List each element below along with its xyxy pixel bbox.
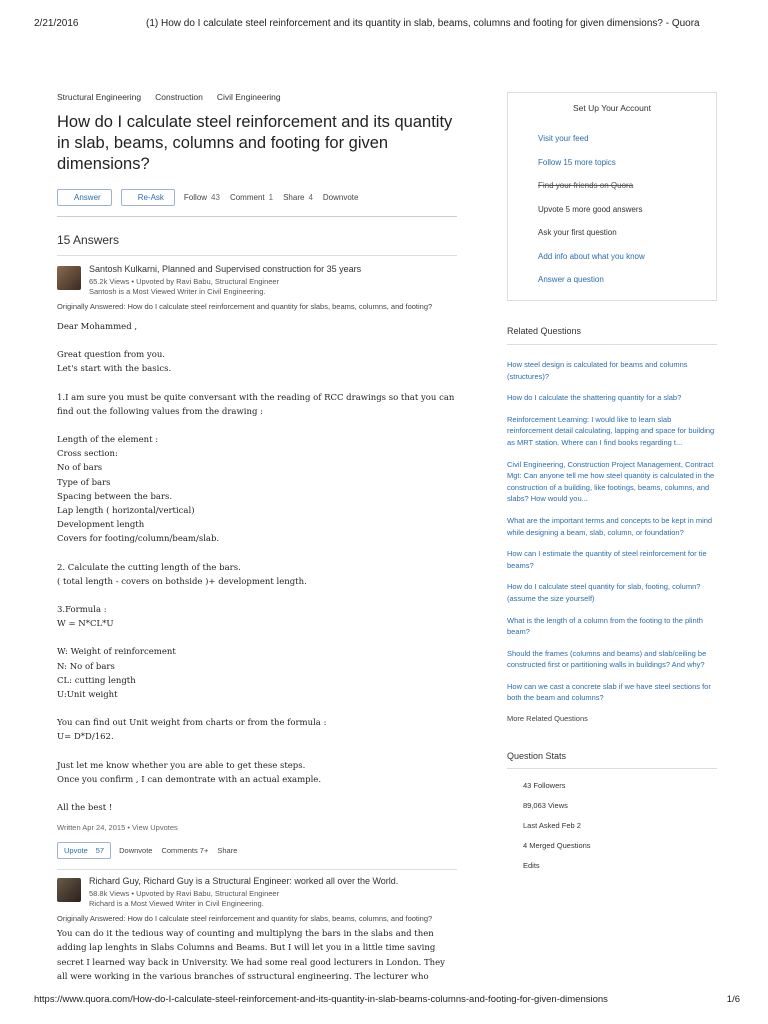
stat-views: 89,063 Views (523, 801, 568, 811)
related-questions-list (507, 359, 717, 704)
answer-paragraph: All the best ! (57, 803, 113, 814)
setup-item-find-friends[interactable]: Find your friends on Quora (538, 181, 634, 190)
follow-label: Follow (183, 193, 208, 202)
related-question-link[interactable]: Civil Engineering, Construction Project Management, Contract Mgt: Can anyone tell me how steel quantity is calculated in the construction of a building, like footings, beams, columns, and slabs? How would you... (507, 459, 715, 504)
related-question-link[interactable]: What are the important terms and concepts to be kept in mind while designing a beam, slab, column, or foundation? (507, 515, 713, 537)
setup-item-add-info[interactable]: Add info about what you know (538, 251, 645, 261)
author-name[interactable]: Santosh Kulkarni, Planned and Supervised construction for 35 years (89, 264, 362, 274)
author-name[interactable]: Richard Guy, Richard Guy is a Structural Engineer: worked all over the World. (89, 876, 399, 887)
divider (57, 216, 457, 217)
divider (507, 768, 717, 769)
upvote-count: 57 (95, 846, 105, 856)
reask-button[interactable]: Re-Ask (121, 189, 175, 206)
answer-paragraph: 3.Formula : W = N*CL*U (57, 605, 114, 630)
print-page-title: (1) How do I calculate steel reinforcement and its quantity in slab, beams, columns and footing for given dimensions? - Quora (146, 18, 700, 29)
comment-button[interactable] (230, 193, 273, 202)
answer-paragraph: Great question from you. Let's start with the basics. (57, 350, 172, 375)
share-button[interactable] (283, 193, 313, 202)
topic-list (57, 92, 457, 102)
originally-answered[interactable]: Originally Answered: How do I calculate steel reinforcement and quantity for slabs, beams, columns, and footing? (57, 914, 433, 924)
upvote-button[interactable] (57, 842, 111, 859)
main-column (57, 92, 457, 998)
divider (507, 344, 717, 345)
divider (57, 869, 457, 870)
stat-merged-questions[interactable]: 4 Merged Questions (523, 841, 591, 851)
answer-item (57, 876, 457, 984)
question-stats-title: Question Stats (507, 751, 567, 762)
more-related-questions-link[interactable]: More Related Questions (507, 714, 588, 724)
related-question-link[interactable]: Should the frames (columns and beams) and slab/ceiling be constructed first or partitioning walls in buildings? And why? (507, 648, 707, 670)
question-actions (57, 189, 457, 206)
setup-item-upvote-answers[interactable]: Upvote 5 more good answers (538, 204, 643, 214)
follow-button[interactable] (184, 193, 220, 202)
setup-list (538, 134, 716, 284)
setup-title: Set Up Your Account (573, 103, 651, 113)
avatar[interactable] (57, 878, 81, 902)
stat-last-asked: Last Asked Feb 2 (523, 821, 581, 831)
print-url: https://www.quora.com/How-do-I-calculate-steel-reinforcement-and-its-quantity-in-slab-beams-columns-and-footing-for-given-dimensions (34, 994, 608, 1005)
answer-body (57, 927, 457, 984)
originally-answered[interactable]: Originally Answered: How do I calculate steel reinforcement and quantity for slabs, beams, columns, and footing? (57, 302, 433, 311)
setup-account-box (507, 92, 717, 301)
related-question-link[interactable]: How do I calculate the shattering quantity for a slab? (507, 393, 682, 403)
answers-count: 15 Answers (57, 233, 120, 247)
upvote-label: Upvote (64, 846, 88, 856)
answer-paragraph: Just let me know whether you are able to get these steps. Once you confirm , I can demontrate with an actual example. (57, 760, 322, 785)
comment-label: Comment (229, 193, 265, 202)
answer-paragraph: Dear Mohammed , (57, 322, 138, 332)
downvote-button[interactable]: Downvote (322, 193, 359, 202)
answer-stats: 58.8k Views • Upvoted by Ravi Babu, Structural Engineer (89, 889, 280, 899)
answer-author (57, 264, 457, 297)
print-date: 2/21/2016 (34, 18, 79, 29)
avatar[interactable] (57, 266, 81, 290)
print-page-number: 1/6 (726, 994, 740, 1005)
answer-downvote-button[interactable]: Downvote (119, 846, 153, 856)
stat-followers[interactable]: 43 Followers (523, 781, 566, 791)
setup-item-follow-topics[interactable]: Follow 15 more topics (538, 157, 616, 167)
answer-paragraph: W: Weight of reinforcement N: No of bars CL: cutting length U:Unit weight (57, 647, 176, 701)
topic-structural-engineering[interactable]: Structural Engineering (57, 92, 142, 102)
divider (57, 255, 457, 256)
related-questions-title: Related Questions (507, 326, 582, 336)
answer-share-button[interactable]: Share (217, 846, 238, 856)
setup-item-answer-question[interactable]: Answer a question (538, 275, 604, 284)
answer-stats: 65.2k Views • Upvoted by Ravi Babu, Structural Engineer (89, 277, 280, 286)
comments-button[interactable]: Comments 7+ (161, 846, 209, 856)
topic-construction[interactable]: Construction (155, 92, 203, 102)
answer-paragraph: You can do it the tedious way of counting and multiplyng the bars in the slabs and then adding lap lenghts in Slabs Columns and Beams. But I will let you in a little time saving secret I learned way back in University. We had some real good lecturers in London. They all were working in the various branches of sstructural engineering. The lecturer who (57, 929, 445, 982)
answer-button[interactable]: Answer (57, 189, 112, 206)
topic-civil-engineering[interactable]: Civil Engineering (216, 92, 281, 102)
answer-paragraph: Length of the element : Cross section: No of bars Type of bars Spacing between the bars. Lap length ( horizontal/vertical) Development length Covers for footing/column/beam/slab. (57, 435, 220, 545)
answer-author (57, 876, 457, 909)
written-date[interactable]: Written Apr 24, 2015 • View Upvotes (57, 823, 178, 833)
share-label: Share (283, 193, 305, 202)
question-stats-list (507, 781, 717, 870)
answer-paragraph: 2. Calculate the cutting length of the bars. ( total length - covers on bothside )+ development length. (57, 562, 307, 587)
comment-count: 1 (268, 193, 274, 202)
sidebar (507, 92, 717, 881)
related-question-link[interactable]: How do I calculate steel quantity for slab, footing, column? (assume the size yourself) (507, 582, 701, 603)
setup-item-visit-feed[interactable]: Visit your feed (538, 134, 589, 143)
answer-paragraph: You can find out Unit weight from charts or from the formula : U= D*D/162. (57, 718, 327, 743)
related-question-link[interactable]: What is the length of a column from the footing to the plinth beam? (507, 615, 703, 637)
related-question-link[interactable]: How steel design is calculated for beams and columns (structures)? (507, 360, 688, 381)
author-badge: Richard is a Most Viewed Writer in Civil Engineering. (89, 899, 264, 909)
related-question-link[interactable]: Reinforcement Learning: I would like to learn slab reinforcement detail calculating, lapping and space for building as MRT station. Where can I find books regarding t... (507, 414, 715, 447)
answer-item (57, 264, 457, 870)
answer-actions (57, 842, 457, 859)
related-question-link[interactable]: How can I estimate the quantity of steel reinforcement for tie beams? (507, 549, 707, 570)
question-title: How do I calculate steel reinforcement and its quantity in slab, beams, columns and footing for given dimensions? (57, 113, 453, 173)
author-badge: Santosh is a Most Viewed Writer in Civil Engineering. (89, 287, 266, 296)
stat-edits[interactable]: Edits (523, 861, 540, 871)
follow-count: 43 (211, 193, 220, 202)
setup-item-ask-question[interactable]: Ask your first question (538, 228, 617, 237)
answer-paragraph: 1.I am sure you must be quite conversant with the reading of RCC drawings so that you can find out the following values from the drawing : (57, 392, 455, 417)
answer-body (57, 320, 457, 815)
related-question-link[interactable]: How can we cast a concrete slab if we have steel sections for both the beam and columns? (507, 681, 711, 703)
share-count: 4 (308, 193, 313, 202)
